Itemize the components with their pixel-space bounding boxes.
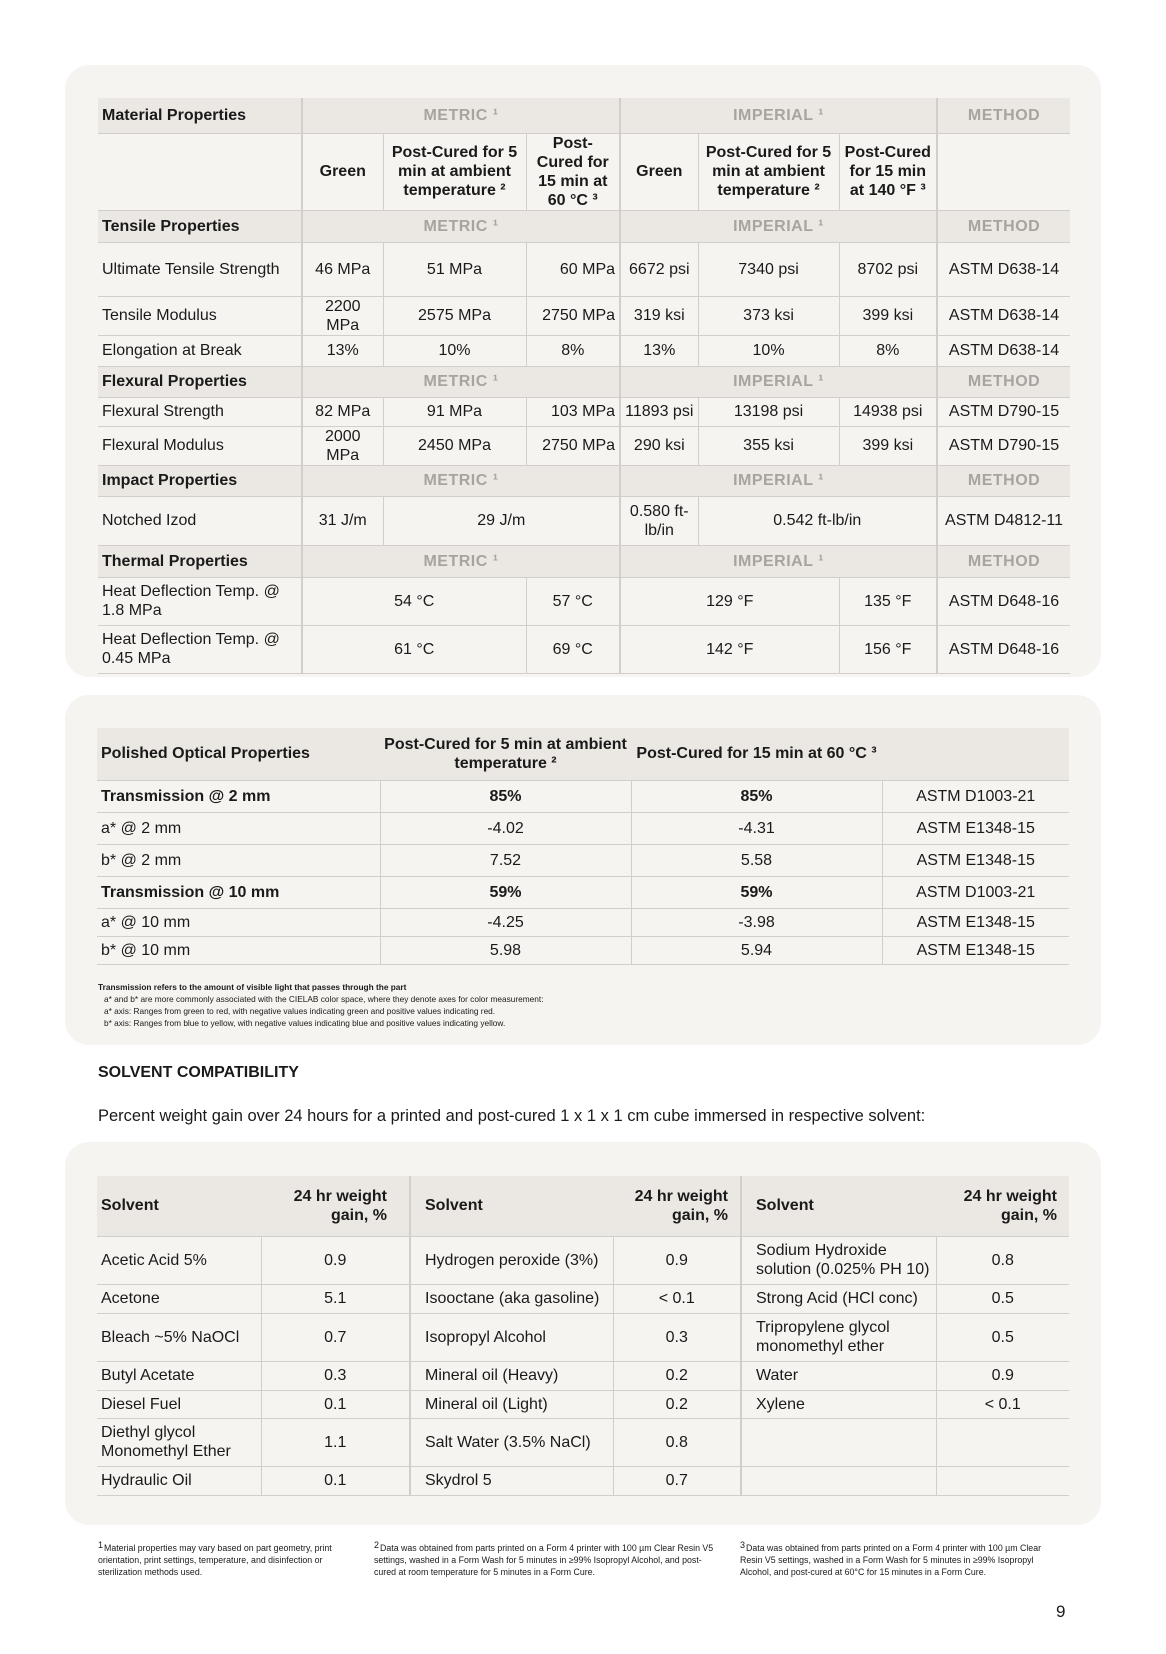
value-cell: 13198 psi <box>698 397 839 426</box>
gain-value: 0.9 <box>261 1236 410 1284</box>
table-row <box>97 1418 1069 1466</box>
method-cell: ASTM D1003-21 <box>882 876 1069 908</box>
method-cell: ASTM D790-15 <box>937 397 1070 426</box>
gain-value: 0.5 <box>936 1313 1069 1361</box>
gain-header: 24 hr weight gain, % <box>613 1176 741 1236</box>
optical-name: b* @ 2 mm <box>97 844 380 876</box>
gain-value: 0.3 <box>261 1361 410 1390</box>
imperial-header: IMPERIAL ¹ <box>620 210 937 242</box>
optical-name: a* @ 10 mm <box>97 908 380 936</box>
post15-imperial-header: Post-Cured for 15 min at 140 °F ³ <box>839 133 937 210</box>
value-cell: 13% <box>302 335 383 366</box>
metric-header: METRIC ¹ <box>302 366 620 397</box>
empty-cell <box>937 133 1070 210</box>
solvent-name: Isopropyl Alcohol <box>410 1313 613 1361</box>
value-cell: 7340 psi <box>698 242 839 296</box>
property-name: Notched Izod <box>98 496 302 545</box>
gain-value <box>936 1466 1069 1495</box>
value-cell: 85% <box>380 780 631 812</box>
solvent-name: Xylene <box>741 1390 936 1418</box>
property-name: Heat Deflection Temp. @ 1.8 MPa <box>98 577 302 625</box>
solvent-name: Water <box>741 1361 936 1390</box>
table-row <box>97 1284 1069 1313</box>
thermal-title: Thermal Properties <box>98 545 302 577</box>
value-cell: 54 °C <box>302 577 526 625</box>
table-row <box>98 496 1070 545</box>
solvent-name <box>741 1418 936 1466</box>
gain-value <box>936 1418 1069 1466</box>
gain-value: < 0.1 <box>936 1390 1069 1418</box>
method-cell: ASTM E1348-15 <box>882 812 1069 844</box>
table-row <box>98 577 1070 625</box>
method-header: METHOD <box>937 98 1070 133</box>
table-row <box>97 1361 1069 1390</box>
value-cell: 5.58 <box>631 844 882 876</box>
method-cell: ASTM D4812-11 <box>937 496 1070 545</box>
gain-value: 0.5 <box>936 1284 1069 1313</box>
material-properties-table <box>98 98 1070 674</box>
value-cell: 8702 psi <box>839 242 937 296</box>
footnote-1 <box>98 1542 348 1578</box>
optical-name: Transmission @ 2 mm <box>97 780 380 812</box>
method-cell: ASTM D638-14 <box>937 335 1070 366</box>
value-cell: 290 ksi <box>620 426 698 465</box>
value-cell: 5.98 <box>380 936 631 964</box>
value-cell: 129 °F <box>620 577 839 625</box>
method-header: METHOD <box>937 366 1070 397</box>
table-row <box>98 426 1070 465</box>
value-cell: 2200 MPa <box>302 296 383 335</box>
value-cell: 31 J/m <box>302 496 383 545</box>
method-header: METHOD <box>937 210 1070 242</box>
method-header: METHOD <box>937 545 1070 577</box>
post5-metric-header: Post-Cured for 5 min at ambient temperature ² <box>383 133 526 210</box>
method-cell: ASTM D790-15 <box>937 426 1070 465</box>
value-cell: -4.25 <box>380 908 631 936</box>
solvent-header: Solvent <box>97 1176 261 1236</box>
value-cell: 373 ksi <box>698 296 839 335</box>
optical-name: a* @ 2 mm <box>97 812 380 844</box>
solvent-name: Butyl Acetate <box>97 1361 261 1390</box>
footnote-3 <box>740 1542 1060 1578</box>
optical-name: b* @ 10 mm <box>97 936 380 964</box>
property-name: Ultimate Tensile Strength <box>98 242 302 296</box>
green-metric-header: Green <box>302 133 383 210</box>
solvent-name: Skydrol 5 <box>410 1466 613 1495</box>
tensile-title: Tensile Properties <box>98 210 302 242</box>
gain-value: < 0.1 <box>613 1284 741 1313</box>
post15-metric-header: Post-Cured for 15 min at 60 °C ³ <box>526 133 620 210</box>
optical-notes <box>98 981 544 1029</box>
value-cell: 2575 MPa <box>383 296 526 335</box>
solvent-name: Diesel Fuel <box>97 1390 261 1418</box>
solvent-table <box>97 1176 1069 1496</box>
value-cell: 91 MPa <box>383 397 526 426</box>
table-row <box>97 844 1069 876</box>
value-cell: -3.98 <box>631 908 882 936</box>
value-cell: 8% <box>526 335 620 366</box>
solvent-name: Hydrogen peroxide (3%) <box>410 1236 613 1284</box>
table-row <box>98 625 1070 673</box>
value-cell: 319 ksi <box>620 296 698 335</box>
metric-header: METRIC ¹ <box>302 210 620 242</box>
footnote-number: 1 <box>98 1540 104 1550</box>
table-row <box>98 397 1070 426</box>
gain-value: 0.7 <box>261 1313 410 1361</box>
value-cell: 8% <box>839 335 937 366</box>
optical-col1-header: Post-Cured for 5 min at ambient temperature ² <box>380 728 631 780</box>
value-cell: 82 MPa <box>302 397 383 426</box>
value-cell: 2750 MPa <box>526 426 620 465</box>
value-cell: 69 °C <box>526 625 620 673</box>
metric-header: METRIC ¹ <box>302 465 620 496</box>
footnote-text: Data was obtained from parts printed on a Form 4 printer with 100 µm Clear Resin V5 settings, washed in a Form Wash for 5 minutes in ≥99% Isopropyl Alcohol, and post-cured at room temperature for 5 minutes in a Form Cure. <box>374 1543 714 1577</box>
method-cell: ASTM E1348-15 <box>882 908 1069 936</box>
note-line: a* axis: Ranges from green to red, with negative values indicating green and positive values indicating red. <box>104 1006 496 1016</box>
solvent-name: Acetone <box>97 1284 261 1313</box>
table-row <box>98 242 1070 296</box>
value-cell: 57 °C <box>526 577 620 625</box>
empty-cell <box>98 133 302 210</box>
solvent-name: Hydraulic Oil <box>97 1466 261 1495</box>
optical-title: Polished Optical Properties <box>97 728 380 780</box>
green-imperial-header: Green <box>620 133 698 210</box>
table-row <box>97 1466 1069 1495</box>
value-cell: 156 °F <box>839 625 937 673</box>
gain-value: 0.7 <box>613 1466 741 1495</box>
table-row <box>97 1313 1069 1361</box>
gain-value: 0.8 <box>613 1418 741 1466</box>
gain-value: 0.3 <box>613 1313 741 1361</box>
property-name: Flexural Modulus <box>98 426 302 465</box>
value-cell: 60 MPa <box>526 242 620 296</box>
value-cell: 59% <box>380 876 631 908</box>
value-cell: 10% <box>383 335 526 366</box>
gain-value: 0.1 <box>261 1466 410 1495</box>
property-name: Tensile Modulus <box>98 296 302 335</box>
method-cell: ASTM E1348-15 <box>882 936 1069 964</box>
gain-header: 24 hr weight gain, % <box>261 1176 410 1236</box>
value-cell: 0.542 ft-lb/in <box>698 496 937 545</box>
value-cell: 7.52 <box>380 844 631 876</box>
method-cell: ASTM D648-16 <box>937 577 1070 625</box>
value-cell: 46 MPa <box>302 242 383 296</box>
page-number: 9 <box>1056 1602 1066 1621</box>
method-header: METHOD <box>937 465 1070 496</box>
value-cell: 142 °F <box>620 625 839 673</box>
property-name: Elongation at Break <box>98 335 302 366</box>
table-row <box>97 812 1069 844</box>
value-cell: 13% <box>620 335 698 366</box>
value-cell: 51 MPa <box>383 242 526 296</box>
gain-value: 0.2 <box>613 1361 741 1390</box>
value-cell: 399 ksi <box>839 296 937 335</box>
imperial-header: IMPERIAL ¹ <box>620 545 937 577</box>
solvent-header: Solvent <box>741 1176 936 1236</box>
footnote-number: 3 <box>740 1540 746 1550</box>
value-cell: 2750 MPa <box>526 296 620 335</box>
material-properties-title: Material Properties <box>98 98 302 133</box>
note-line: Transmission refers to the amount of visible light that passes through the part <box>98 982 407 992</box>
table-row <box>98 296 1070 335</box>
imperial-header: IMPERIAL ¹ <box>620 366 937 397</box>
solvent-name: Salt Water (3.5% NaCl) <box>410 1418 613 1466</box>
solvent-name: Sodium Hydroxide solution (0.025% PH 10) <box>741 1236 936 1284</box>
optical-properties-table <box>97 728 1069 965</box>
metric-header: METRIC ¹ <box>302 545 620 577</box>
table-row <box>97 936 1069 964</box>
table-row <box>97 908 1069 936</box>
optical-name: Transmission @ 10 mm <box>97 876 380 908</box>
imperial-header: IMPERIAL ¹ <box>620 98 937 133</box>
footnote-text: Material properties may vary based on part geometry, print orientation, print settings, temperature, and disinfection or sterilization methods used. <box>98 1543 332 1577</box>
value-cell: 2000 MPa <box>302 426 383 465</box>
gain-value: 0.1 <box>261 1390 410 1418</box>
optical-col2-header: Post-Cured for 15 min at 60 °C ³ <box>631 728 882 780</box>
method-cell: ASTM D638-14 <box>937 242 1070 296</box>
value-cell: 355 ksi <box>698 426 839 465</box>
solvent-intro: Percent weight gain over 24 hours for a printed and post-cured 1 x 1 x 1 cm cube immersed in respective solvent: <box>98 1107 926 1125</box>
value-cell: 59% <box>631 876 882 908</box>
solvent-name: Isooctane (aka gasoline) <box>410 1284 613 1313</box>
value-cell: 399 ksi <box>839 426 937 465</box>
note-line: b* axis: Ranges from blue to yellow, with negative values indicating blue and positive values indicating yellow. <box>104 1018 506 1028</box>
value-cell: 61 °C <box>302 625 526 673</box>
empty-cell <box>882 728 1069 780</box>
table-row <box>97 876 1069 908</box>
gain-value: 0.8 <box>936 1236 1069 1284</box>
value-cell: -4.02 <box>380 812 631 844</box>
value-cell: 2450 MPa <box>383 426 526 465</box>
note-line: a* and b* are more commonly associated with the CIELAB color space, where they denote axes for color measurement: <box>104 994 544 1004</box>
table-row <box>97 1236 1069 1284</box>
method-cell: ASTM D638-14 <box>937 296 1070 335</box>
imperial-header: IMPERIAL ¹ <box>620 465 937 496</box>
value-cell: 14938 psi <box>839 397 937 426</box>
gain-value: 0.2 <box>613 1390 741 1418</box>
gain-value: 0.9 <box>613 1236 741 1284</box>
property-name: Flexural Strength <box>98 397 302 426</box>
value-cell: -4.31 <box>631 812 882 844</box>
footnote-text: Data was obtained from parts printed on a Form 4 printer with 100 µm Clear Resin V5 settings, washed in a Form Wash for 5 minutes in ≥99% Isopropyl Alcohol, and post-cured at 60°C for 15 minutes in a Form Cure. <box>740 1543 1042 1577</box>
solvent-name <box>741 1466 936 1495</box>
value-cell: 0.580 ft-lb/in <box>620 496 698 545</box>
property-name: Heat Deflection Temp. @ 0.45 MPa <box>98 625 302 673</box>
solvent-header: Solvent <box>410 1176 613 1236</box>
solvent-name: Acetic Acid 5% <box>97 1236 261 1284</box>
value-cell: 85% <box>631 780 882 812</box>
method-cell: ASTM D1003-21 <box>882 780 1069 812</box>
section-title: SOLVENT COMPATIBILITY <box>98 1064 299 1081</box>
metric-header: METRIC ¹ <box>302 98 620 133</box>
method-cell: ASTM D648-16 <box>937 625 1070 673</box>
solvent-name: Mineral oil (Light) <box>410 1390 613 1418</box>
solvent-name: Strong Acid (HCl conc) <box>741 1284 936 1313</box>
gain-value: 0.9 <box>936 1361 1069 1390</box>
flexural-title: Flexural Properties <box>98 366 302 397</box>
footnote-2 <box>374 1542 714 1578</box>
footnote-number: 2 <box>374 1540 380 1550</box>
value-cell: 135 °F <box>839 577 937 625</box>
solvent-name: Bleach ~5% NaOCl <box>97 1313 261 1361</box>
solvent-name: Diethyl glycol Monomethyl Ether <box>97 1418 261 1466</box>
value-cell: 6672 psi <box>620 242 698 296</box>
value-cell: 103 MPa <box>526 397 620 426</box>
gain-header: 24 hr weight gain, % <box>936 1176 1069 1236</box>
solvent-name: Mineral oil (Heavy) <box>410 1361 613 1390</box>
table-row <box>98 335 1070 366</box>
solvent-name: Tripropylene glycol monomethyl ether <box>741 1313 936 1361</box>
value-cell: 10% <box>698 335 839 366</box>
table-row <box>97 1390 1069 1418</box>
gain-value: 1.1 <box>261 1418 410 1466</box>
impact-title: Impact Properties <box>98 465 302 496</box>
value-cell: 5.94 <box>631 936 882 964</box>
post5-imperial-header: Post-Cured for 5 min at ambient temperature ² <box>698 133 839 210</box>
value-cell: 11893 psi <box>620 397 698 426</box>
gain-value: 5.1 <box>261 1284 410 1313</box>
value-cell: 29 J/m <box>383 496 620 545</box>
table-row <box>97 780 1069 812</box>
method-cell: ASTM E1348-15 <box>882 844 1069 876</box>
